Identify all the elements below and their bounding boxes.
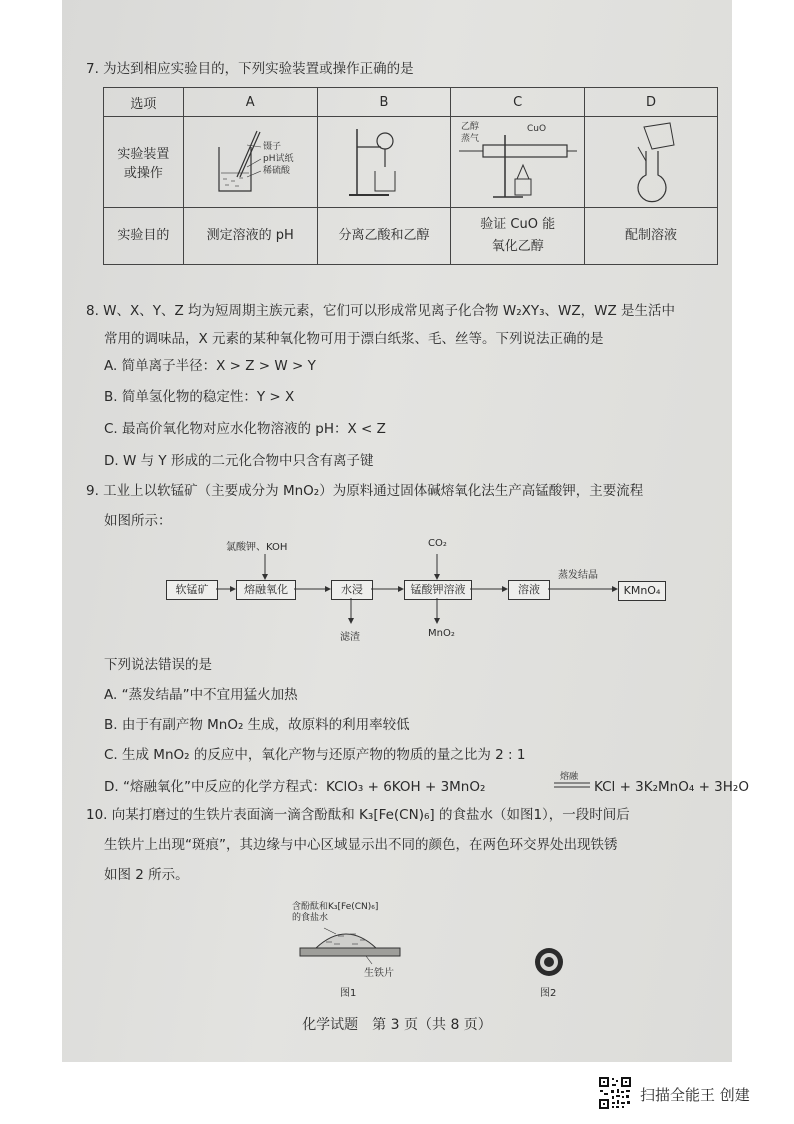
fig2-caption: 图2	[540, 988, 557, 999]
page-footer: 化学试题 第 3 页（共 8 页）	[302, 1017, 492, 1033]
q8-option-b: B. 简单氢化物的稳定性：Y > X	[104, 389, 295, 405]
combustion-tube-figure	[453, 117, 583, 203]
q9-ask: 下列说法错误的是	[104, 657, 212, 673]
svg-text:乙醇: 乙醇	[460, 122, 479, 132]
q10-stem-line3: 如图 2 所示。	[104, 867, 189, 883]
flow-residue: 滤渣	[340, 632, 360, 643]
header-b: B	[317, 88, 451, 117]
svg-text:蒸气: 蒸气	[460, 134, 479, 144]
fig1-solution-label-2: 的食盐水	[292, 913, 329, 923]
apparatus-b	[317, 117, 451, 208]
volumetric-flask-figure	[586, 117, 716, 203]
q8-option-a: A. 简单离子半径：X > Z > W > Y	[104, 358, 316, 374]
svg-text:CuO: CuO	[526, 124, 546, 134]
flow-box-solution: 溶液	[508, 580, 550, 600]
q8-option-d: D. W 与 Y 形成的二元化合物中只含有离子键	[104, 453, 374, 469]
flow-arrows	[160, 550, 680, 630]
q9-option-d-products: KCl + 3K₂MnO₄ + 3H₂O	[594, 779, 749, 795]
flow-box-ore: 软锰矿	[166, 580, 218, 600]
q9-option-b: B. 由于有副产物 MnO₂ 生成，故原料的利用率较低	[104, 717, 410, 733]
apparatus-d	[585, 117, 718, 208]
svg-text:镊子: 镊子	[263, 142, 282, 152]
flow-co2: CO₂	[428, 538, 447, 549]
apparatus-a	[183, 117, 317, 208]
flow-box-kmno4: KMnO₄	[618, 581, 666, 601]
q8-option-c: C. 最高价氧化物对应水化物溶液的 pH：X < Z	[104, 421, 386, 437]
fig1-caption: 图1	[340, 988, 357, 999]
purpose-a: 测定溶液的 pH	[183, 208, 317, 265]
q7-options-table	[103, 87, 718, 265]
flow-input-reagents: 氯酸钾、KOH	[226, 542, 288, 553]
iron-plate-droplet	[296, 920, 406, 970]
fig1-plate-label: 生铁片	[364, 968, 394, 979]
purpose-c: 验证 CuO 能 氧化乙醇	[451, 208, 585, 265]
header-a: A	[183, 88, 317, 117]
q10-stem-line1: 10. 向某打磨过的生铁片表面滴一滴含酚酞和 K₃[Fe(CN)₆] 的食盐水（如图1），一段时间后	[86, 807, 630, 823]
q9-option-a: A. “蒸发结晶”中不宜用猛火加热	[104, 687, 298, 703]
ring-stain-figure	[533, 946, 565, 978]
apparatus-c	[451, 117, 585, 208]
row-apparatus-label: 实验装置 或操作	[104, 117, 184, 208]
q9-stem-line2: 如图所示：	[104, 513, 172, 529]
flow-evaporate-label: 蒸发结晶	[558, 570, 598, 581]
qr-code-icon	[598, 1076, 632, 1110]
purpose-d: 配制溶液	[585, 208, 718, 265]
q9-option-d: D. “熔融氧化”中反应的化学方程式：KClO₃ + 6KOH + 3MnO₂	[104, 779, 486, 795]
flow-box-melt-oxidation: 熔融氧化	[236, 580, 296, 600]
fig1-solution-label: 含酚酞和K₃[Fe(CN)₆]	[292, 902, 379, 912]
q9-stem-line1: 9. 工业上以软锰矿（主要成分为 MnO₂）为原料通过固体碱熔氧化法生产高锰酸钾，主要流程	[86, 483, 644, 499]
flow-box-manganate-solution: 锰酸钾溶液	[404, 580, 472, 600]
svg-text:pH试纸: pH试纸	[263, 154, 294, 164]
header-d: D	[585, 88, 718, 117]
header-c: C	[451, 88, 585, 117]
flow-mno2-out: MnO₂	[428, 628, 455, 639]
q7-stem: 7. 为达到相应实验目的，下列实验装置或操作正确的是	[86, 61, 414, 77]
scanner-watermark: 扫描全能王 创建	[640, 1086, 750, 1104]
svg-text:稀硫酸: 稀硫酸	[263, 166, 291, 176]
q8-stem-line2: 常用的调味品，X 元素的某种氧化物可用于漂白纸浆、毛、丝等。下列说法正确的是	[104, 331, 604, 347]
separatory-funnel-figure	[319, 117, 449, 203]
purpose-b: 分离乙酸和乙醇	[317, 208, 451, 265]
flow-box-water-leach: 水浸	[331, 580, 373, 600]
row-purpose-label: 实验目的	[104, 208, 184, 265]
q9-option-c: C. 生成 MnO₂ 的反应中，氧化产物与还原产物的物质的量之比为 2 : 1	[104, 747, 526, 763]
q10-stem-line2: 生铁片上出现“斑痕”，其边缘与中心区域显示出不同的颜色，在两色环交界处出现铁锈	[104, 837, 618, 853]
q8-stem-line1: 8. W、X、Y、Z 均为短周期主族元素，它们可以形成常见离子化合物 W₂XY₃、WZ，WZ 是生活中	[86, 303, 675, 319]
beaker-tweezers-figure	[185, 117, 315, 203]
header-option: 选项	[104, 88, 184, 117]
